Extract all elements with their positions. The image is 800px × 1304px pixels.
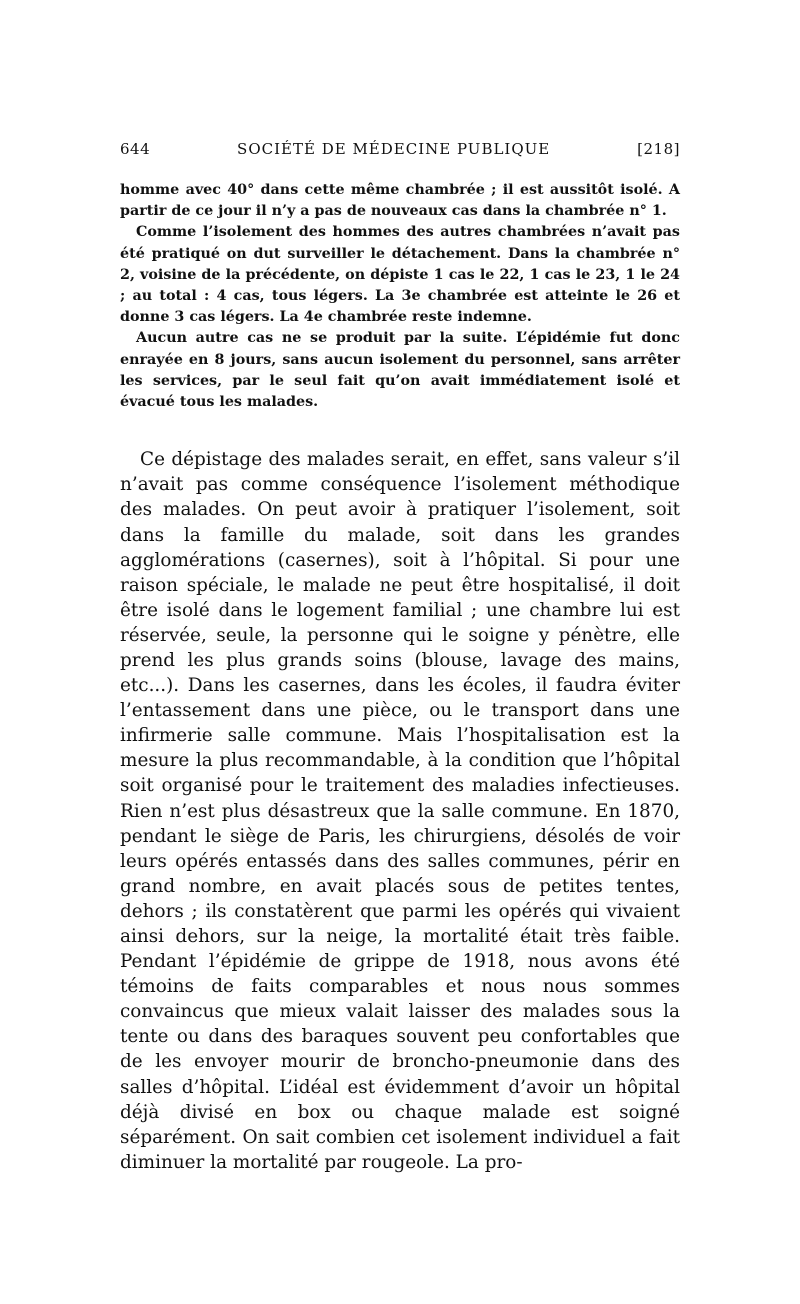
quote-paragraph: homme avec 40° dans cette même chambrée ; il est aussitôt isolé. A partir de ce jour il n’y a pas de nouveaux cas dans la chambrée n° 1. xyxy=(120,182,680,220)
section-number: [218] xyxy=(637,140,680,158)
book-page xyxy=(120,140,680,1193)
quoted-report xyxy=(120,180,680,413)
quote-paragraph: Aucun autre cas ne se produit par la suite. L’épidémie fut donc enrayée en 8 jours, sans aucun isolement du personnel, sans arrêter les services, par le seul fait qu’on avait immédiatement isolé et évacué tous les malades. xyxy=(120,330,680,411)
running-head xyxy=(120,140,680,170)
body-paragraph: Ce dépistage des malades serait, en effet, sans valeur s’il n’avait pas comme conséquence l’isolement méthodique des malades. On peut avoir à pratiquer l’isolement, soit dans la famille du malade, soit dans les grandes agglomérations (casernes), soit à l’hôpital. Si pour une raison spéciale, le malade ne peut être hospitalisé, il doit être isolé dans le logement familial ; une chambre lui est réservée, seule, la personne qui le soigne y pénètre, elle prend les plus grands soins (blouse, lavage des mains, etc...). Dans les casernes, dans les écoles, il faudra éviter l’entassement dans une pièce, ou le transport dans une infirmerie salle commune. Mais l’hospitalisation est la mesure la plus recommandable, à la condition que l’hôpital soit organisé pour le traitement des maladies infectieuses. Rien n’est plus désastreux que la salle commune. En 1870, pendant le siège de Paris, les chirurgiens, désolés de voir leurs opérés entassés dans des salles communes, périr en grand nombre, en avait placés sous de petites tentes, dehors ; ils constatèrent que parmi les opérés qui vivaient ainsi dehors, sur la neige, la mortalité était très faible. Pendant l’épidémie de grippe de 1918, nous avons été témoins de faits comparables et nous nous sommes convaincus que mieux valait laisser des malades sous la tente ou dans des baraques souvent peu confortables que de les envoyer mourir de broncho-pneumonie dans des salles d’hôpital. L’idéal est évidemment d’avoir un hôpital déjà divisé en box ou chaque malade est soigné séparément. On sait combien cet isolement individuel a fait diminuer la mortalité par rougeole. La pro- xyxy=(120,449,680,1173)
page-number: 644 xyxy=(120,140,151,158)
quote-paragraph: Comme l’isolement des hommes des autres chambrées n’avait pas été pratiqué on dut surveiller le détachement. Dans la chambrée n° 2, voisine de la précédente, on dépiste 1 cas le 22, 1 cas le 23, 1 le 24 ; au total : 4 cas, tous légers. La 3e chambrée est atteinte le 26 et donne 3 cas légers. La 4e chambrée reste indemne. xyxy=(120,224,680,326)
running-title: SOCIÉTÉ DE MÉDECINE PUBLIQUE xyxy=(237,140,551,158)
